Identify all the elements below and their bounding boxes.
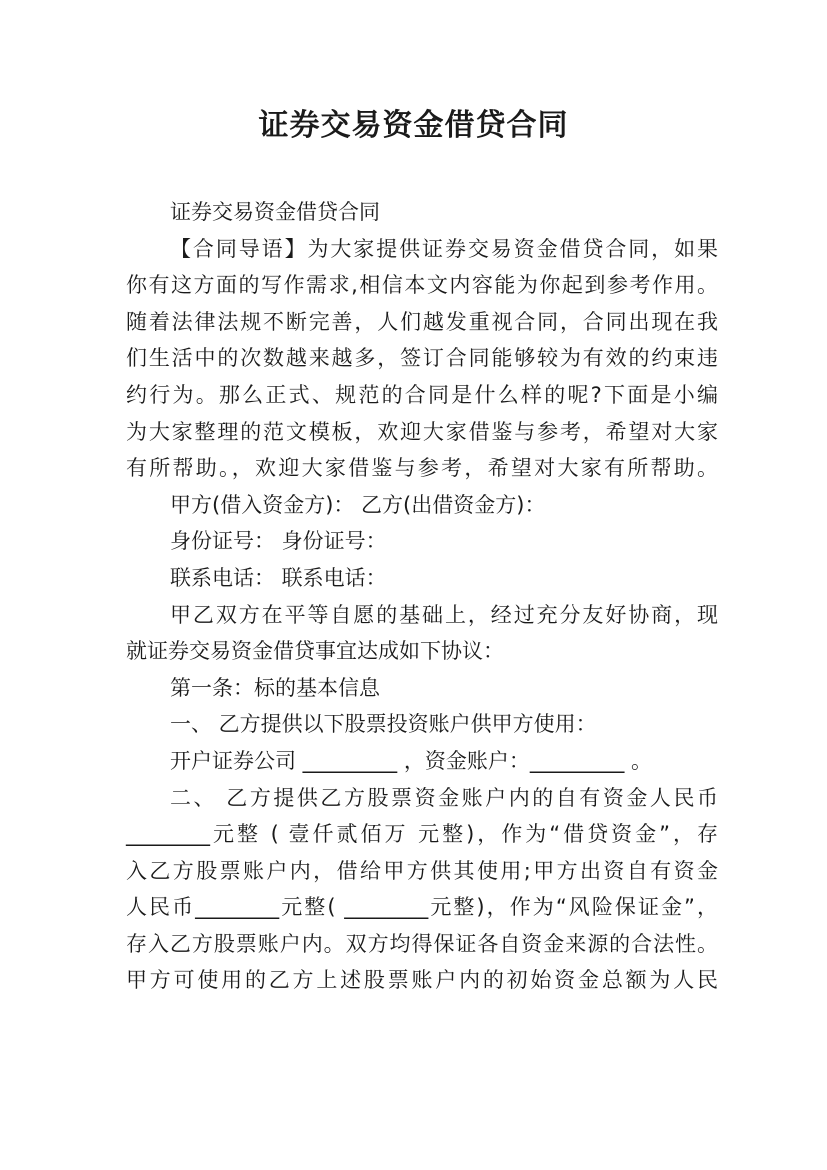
paragraph-line: 存入乙方股票账户内。双方均得保证各自资金来源的合法性。 [126, 931, 718, 956]
paragraph-line: 【合同导语】为大家提供证券交易资金借贷合同，如果 [170, 236, 718, 261]
paragraph-line: 二、 乙方提供乙方股票资金账户内的自有资金人民币 [170, 785, 718, 810]
document-title: 证券交易资金借贷合同 [258, 108, 569, 143]
paragraph-line: 人民币________元整( ________元整)，作为“风险保证金”， [126, 895, 718, 920]
paragraph-line: 证券交易资金借贷合同 [170, 200, 380, 224]
paragraph-line: 约行为。那么正式、规范的合同是什么样的呢?下面是小编 [126, 382, 718, 407]
paragraph-line: 就证券交易资金借贷事宜达成如下协议： [126, 639, 504, 664]
paragraph-line: 为大家整理的范文模板，欢迎大家借鉴与参考，希望对大家 [126, 419, 718, 444]
paragraph-line: 甲方可使用的乙方上述股票账户内的初始资金总额为人民 [126, 968, 718, 993]
paragraph-line: 随着法律法规不断完善，人们越发重视合同，合同出现在我 [126, 309, 718, 334]
paragraph-line: 联系电话： 联系电话： [170, 565, 387, 590]
paragraph-line: 有所帮助。，欢迎大家借鉴与参考，希望对大家有所帮助。 [126, 456, 718, 481]
paragraph-line: 们生活中的次数越来越多，签订合同能够较为有效的约束违 [126, 346, 718, 371]
paragraph-line: 身份证号： 身份证号： [170, 529, 387, 554]
paragraph-line: 甲方(借入资金方)： 乙方(出借资金方)： [170, 492, 546, 517]
paragraph-line: 开户证券公司 _________ ，资金账户：_________ 。 [170, 748, 653, 773]
paragraph-line: 第一条：标的基本信息 [170, 675, 380, 700]
paragraph-line: 一、 乙方提供以下股票投资账户供甲方使用： [170, 712, 597, 737]
document-body [126, 194, 718, 999]
paragraph-line: 你有这方面的写作需求,相信本文内容能为你起到参考作用。 [126, 273, 718, 298]
paragraph-line: 甲乙双方在平等自愿的基础上，经过充分友好协商，现 [170, 602, 718, 627]
paragraph-line: 入乙方股票账户内，借给甲方供其使用;甲方出资自有资金 [126, 858, 718, 883]
paragraph-line: ________元整 ( 壹仟贰佰万 元整)，作为“借贷资金”，存 [126, 822, 718, 847]
